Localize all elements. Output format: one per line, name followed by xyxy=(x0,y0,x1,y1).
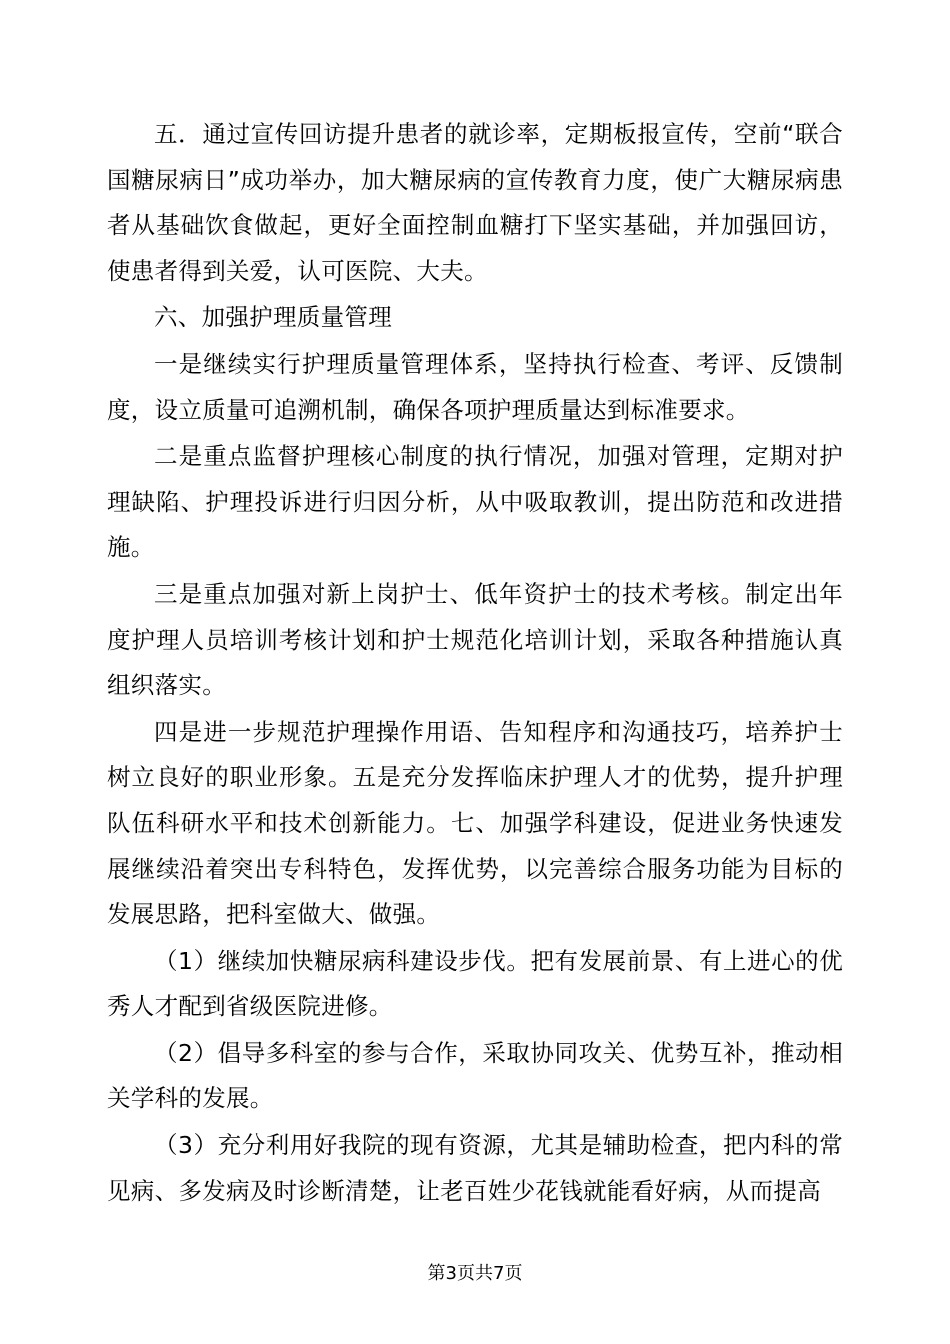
document-body xyxy=(107,112,843,1215)
paragraph-new-nurse-assessment: 三是重点加强对新上岗护士、低年资护士的技术考核。制定出年度护理人员培训考核计划和护士规范化培训计划，采取各种措施认真组织落实。 xyxy=(107,579,843,700)
paragraph-communication-and-discipline: 四是进一步规范护理操作用语、告知程序和沟通技巧，培养护士树立良好的职业形象。五是充分发挥临床护理人才的优势，提升护理队伍科研水平和技术创新能力。七、加强学科建设，促进业务快速发展继续沿着突出专科特色，发挥优势，以完善综合服务功能为目标的发展思路，把科室做大、做强。 xyxy=(107,717,843,929)
paragraph-quality-system: 一是继续实行护理质量管理体系，坚持执行检查、考评、反馈制度，设立质量可追溯机制，确保各项护理质量达到标准要求。 xyxy=(107,349,843,424)
list-item-1: （1）继续加快糖尿病科建设步伐。把有发展前景、有上进心的优秀人才配到省级医院进修。 xyxy=(107,946,843,1021)
paragraph-core-system-supervision: 二是重点监督护理核心制度的执行情况，加强对管理，定期对护理缺陷、护理投诉进行归因分析，从中吸取教训，提出防范和改进措施。 xyxy=(107,442,843,562)
paragraph-publicity-followup: 五．通过宣传回访提升患者的就诊率，定期板报宣传，空前“联合国糖尿病日”成功举办，加大糖尿病的宣传教育力度，使广大糖尿病患者从基础饮食做起，更好全面控制血糖打下坚实基础，并加强回访，使患者得到关爱，认可医院、大夫。 xyxy=(107,120,843,285)
list-item-2: （2）倡导多科室的参与合作，采取协同攻关、优势互补，推动相关学科的发展。 xyxy=(107,1038,843,1113)
page-number-footer: 第3页共7页 xyxy=(427,1263,523,1284)
section-heading-nursing-quality: 六、加强护理质量管理 xyxy=(154,303,392,332)
list-item-3: （3）充分利用好我院的现有资源，尤其是辅助检查，把内科的常见病、多发病及时诊断清楚，让老百姓少花钱就能看好病，从而提高 xyxy=(107,1131,843,1205)
